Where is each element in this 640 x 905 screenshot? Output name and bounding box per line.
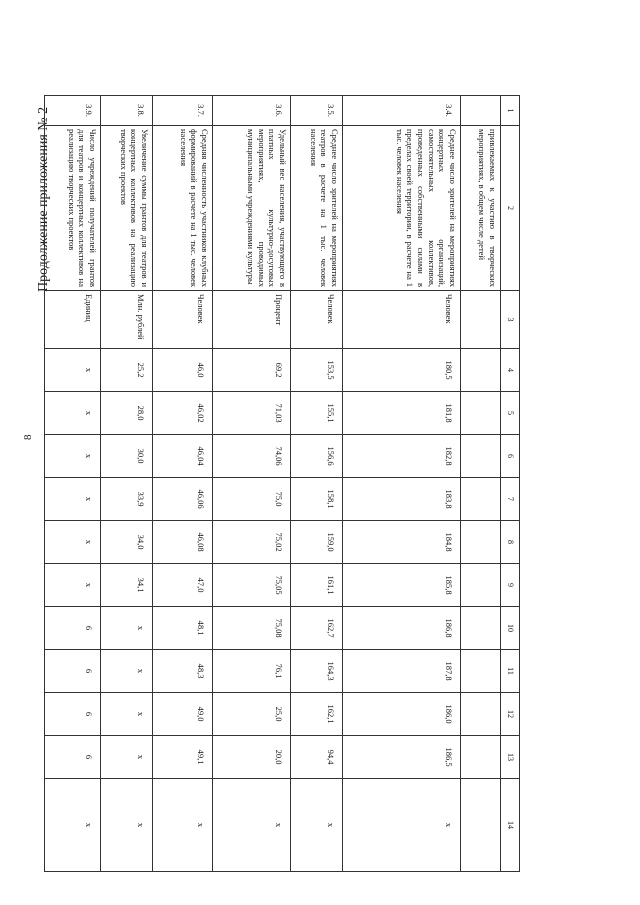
column-number-cell: 3 [501,291,520,349]
value-cell: 184,8 [343,521,461,564]
last-column-cell: x [291,779,343,872]
value-cell: x [101,736,153,779]
value-cell: x [45,564,101,607]
value-cell [461,349,501,392]
last-column-cell: x [213,779,291,872]
value-cell: 164,3 [291,650,343,693]
value-cell: 30,0 [101,435,153,478]
column-number-cell: 9 [501,564,520,607]
value-cell: 155,1 [291,392,343,435]
row-number-cell: 3.9. [45,96,101,126]
value-cell: 28,0 [101,392,153,435]
value-cell: 156,6 [291,435,343,478]
last-column-cell: x [343,779,461,872]
value-cell: 94,4 [291,736,343,779]
column-number-cell: 12 [501,693,520,736]
unit-cell: Человек [343,291,461,349]
value-cell: 34,1 [101,564,153,607]
value-cell: 49,0 [153,693,213,736]
last-column-cell [461,779,501,872]
value-cell: x [101,693,153,736]
value-cell: 25,2 [101,349,153,392]
indicator-name-cell: Удельный вес населения, участвующего в платных культурно-досуговых мероприятиях, проводимых муниципальными учреждениями культуры [213,126,291,291]
row-number-cell: 3.5. [291,96,343,126]
value-cell: 46,06 [153,478,213,521]
value-cell: 46,0 [153,349,213,392]
value-cell: 185,8 [343,564,461,607]
unit-cell: Процент [213,291,291,349]
value-cell: 186,8 [343,607,461,650]
indicator-name-cell: Средняя численность участников клубных формирований в расчете на 1 тыс. человек населения [153,126,213,291]
value-cell [461,650,501,693]
table-row [153,96,213,872]
value-cell: 46,04 [153,435,213,478]
last-column-cell: x [45,779,101,872]
value-cell: 6 [45,693,101,736]
value-cell: 158,1 [291,478,343,521]
value-cell: 187,8 [343,650,461,693]
value-cell: x [45,392,101,435]
value-cell: 162,7 [291,607,343,650]
value-cell: 25,0 [213,693,291,736]
value-cell: x [45,521,101,564]
value-cell [461,478,501,521]
value-cell: 46,08 [153,521,213,564]
value-cell: x [101,607,153,650]
value-cell [461,693,501,736]
value-cell: 181,8 [343,392,461,435]
column-number-cell: 10 [501,607,520,650]
value-cell: 47,0 [153,564,213,607]
value-cell: 6 [45,607,101,650]
value-cell [461,736,501,779]
value-cell: 159,0 [291,521,343,564]
value-cell [461,607,501,650]
last-column-cell: x [153,779,213,872]
indicator-name-cell: Среднее число зрителей на мероприятиях концертных организаций, самостоятельных коллективов, проведенных собственными силами в пределах своей территории, в расчете на 1 тыс. человек населения [343,126,461,291]
column-number-cell: 4 [501,349,520,392]
value-cell: 75,05 [213,564,291,607]
table-header-row [501,96,520,872]
value-cell: 49,1 [153,736,213,779]
value-cell: 34,0 [101,521,153,564]
indicator-name-cell: Число учреждений получателей грантов для театров и концертных коллективов на реализацию творческих проектов [45,126,101,291]
value-cell: 153,5 [291,349,343,392]
table-row [101,96,153,872]
value-cell: 162,1 [291,693,343,736]
value-cell: 20,0 [213,736,291,779]
column-number-cell: 14 [501,779,520,872]
value-cell: x [101,650,153,693]
value-cell: 180,5 [343,349,461,392]
value-cell: x [45,478,101,521]
last-column-cell: x [101,779,153,872]
value-cell: 75,08 [213,607,291,650]
column-number-cell: 8 [501,521,520,564]
value-cell: 76,1 [213,650,291,693]
column-number-cell: 1 [501,96,520,126]
value-cell: x [45,349,101,392]
unit-cell: Человек [153,291,213,349]
table-row [45,96,101,872]
indicator-name-cell: Среднее число зрителей на мероприятиях театров в расчете на 1 тыс. человек населения [291,126,343,291]
value-cell: 46,02 [153,392,213,435]
table-row [213,96,291,872]
value-cell: 48,3 [153,650,213,693]
column-number-cell: 6 [501,435,520,478]
value-cell: 69,2 [213,349,291,392]
value-cell: 6 [45,650,101,693]
page-heading: Продолжение приложения № 2 [36,106,51,292]
value-cell: 186,0 [343,693,461,736]
column-number-cell: 11 [501,650,520,693]
value-cell [461,392,501,435]
row-number-cell [461,96,501,126]
value-cell: 75,0 [213,478,291,521]
unit-cell: Млн. рублей [101,291,153,349]
unit-cell [461,291,501,349]
value-cell: 48,1 [153,607,213,650]
table-row [291,96,343,872]
row-number-cell: 3.6. [213,96,291,126]
value-cell: 75,02 [213,521,291,564]
value-cell: 186,5 [343,736,461,779]
value-cell [461,564,501,607]
value-cell: 6 [45,736,101,779]
row-number-cell: 3.8. [101,96,153,126]
value-cell: x [45,435,101,478]
value-cell: 161,1 [291,564,343,607]
column-number-cell: 13 [501,736,520,779]
page-number: 8 [22,434,34,440]
column-number-cell: 7 [501,478,520,521]
row-number-cell: 3.7. [153,96,213,126]
table-row [343,96,461,872]
unit-cell: Человек [291,291,343,349]
value-cell: 33,9 [101,478,153,521]
value-cell: 71,03 [213,392,291,435]
value-cell [461,435,501,478]
rotated-table-container [66,95,520,860]
value-cell [461,521,501,564]
value-cell: 74,06 [213,435,291,478]
value-cell: 182,8 [343,435,461,478]
column-number-cell: 2 [501,126,520,291]
table-row [461,96,501,872]
row-number-cell: 3.4. [343,96,461,126]
indicators-table [44,95,520,872]
column-number-cell: 5 [501,392,520,435]
indicator-name-cell: Увеличение суммы грантов для театров и концертных коллективов на реализацию творческих проектов [101,126,153,291]
value-cell: 183,8 [343,478,461,521]
indicator-name-cell: привлекаемых к участию в творческих мероприятиях, в общем числе детей [461,126,501,291]
unit-cell: Единиц [45,291,101,349]
